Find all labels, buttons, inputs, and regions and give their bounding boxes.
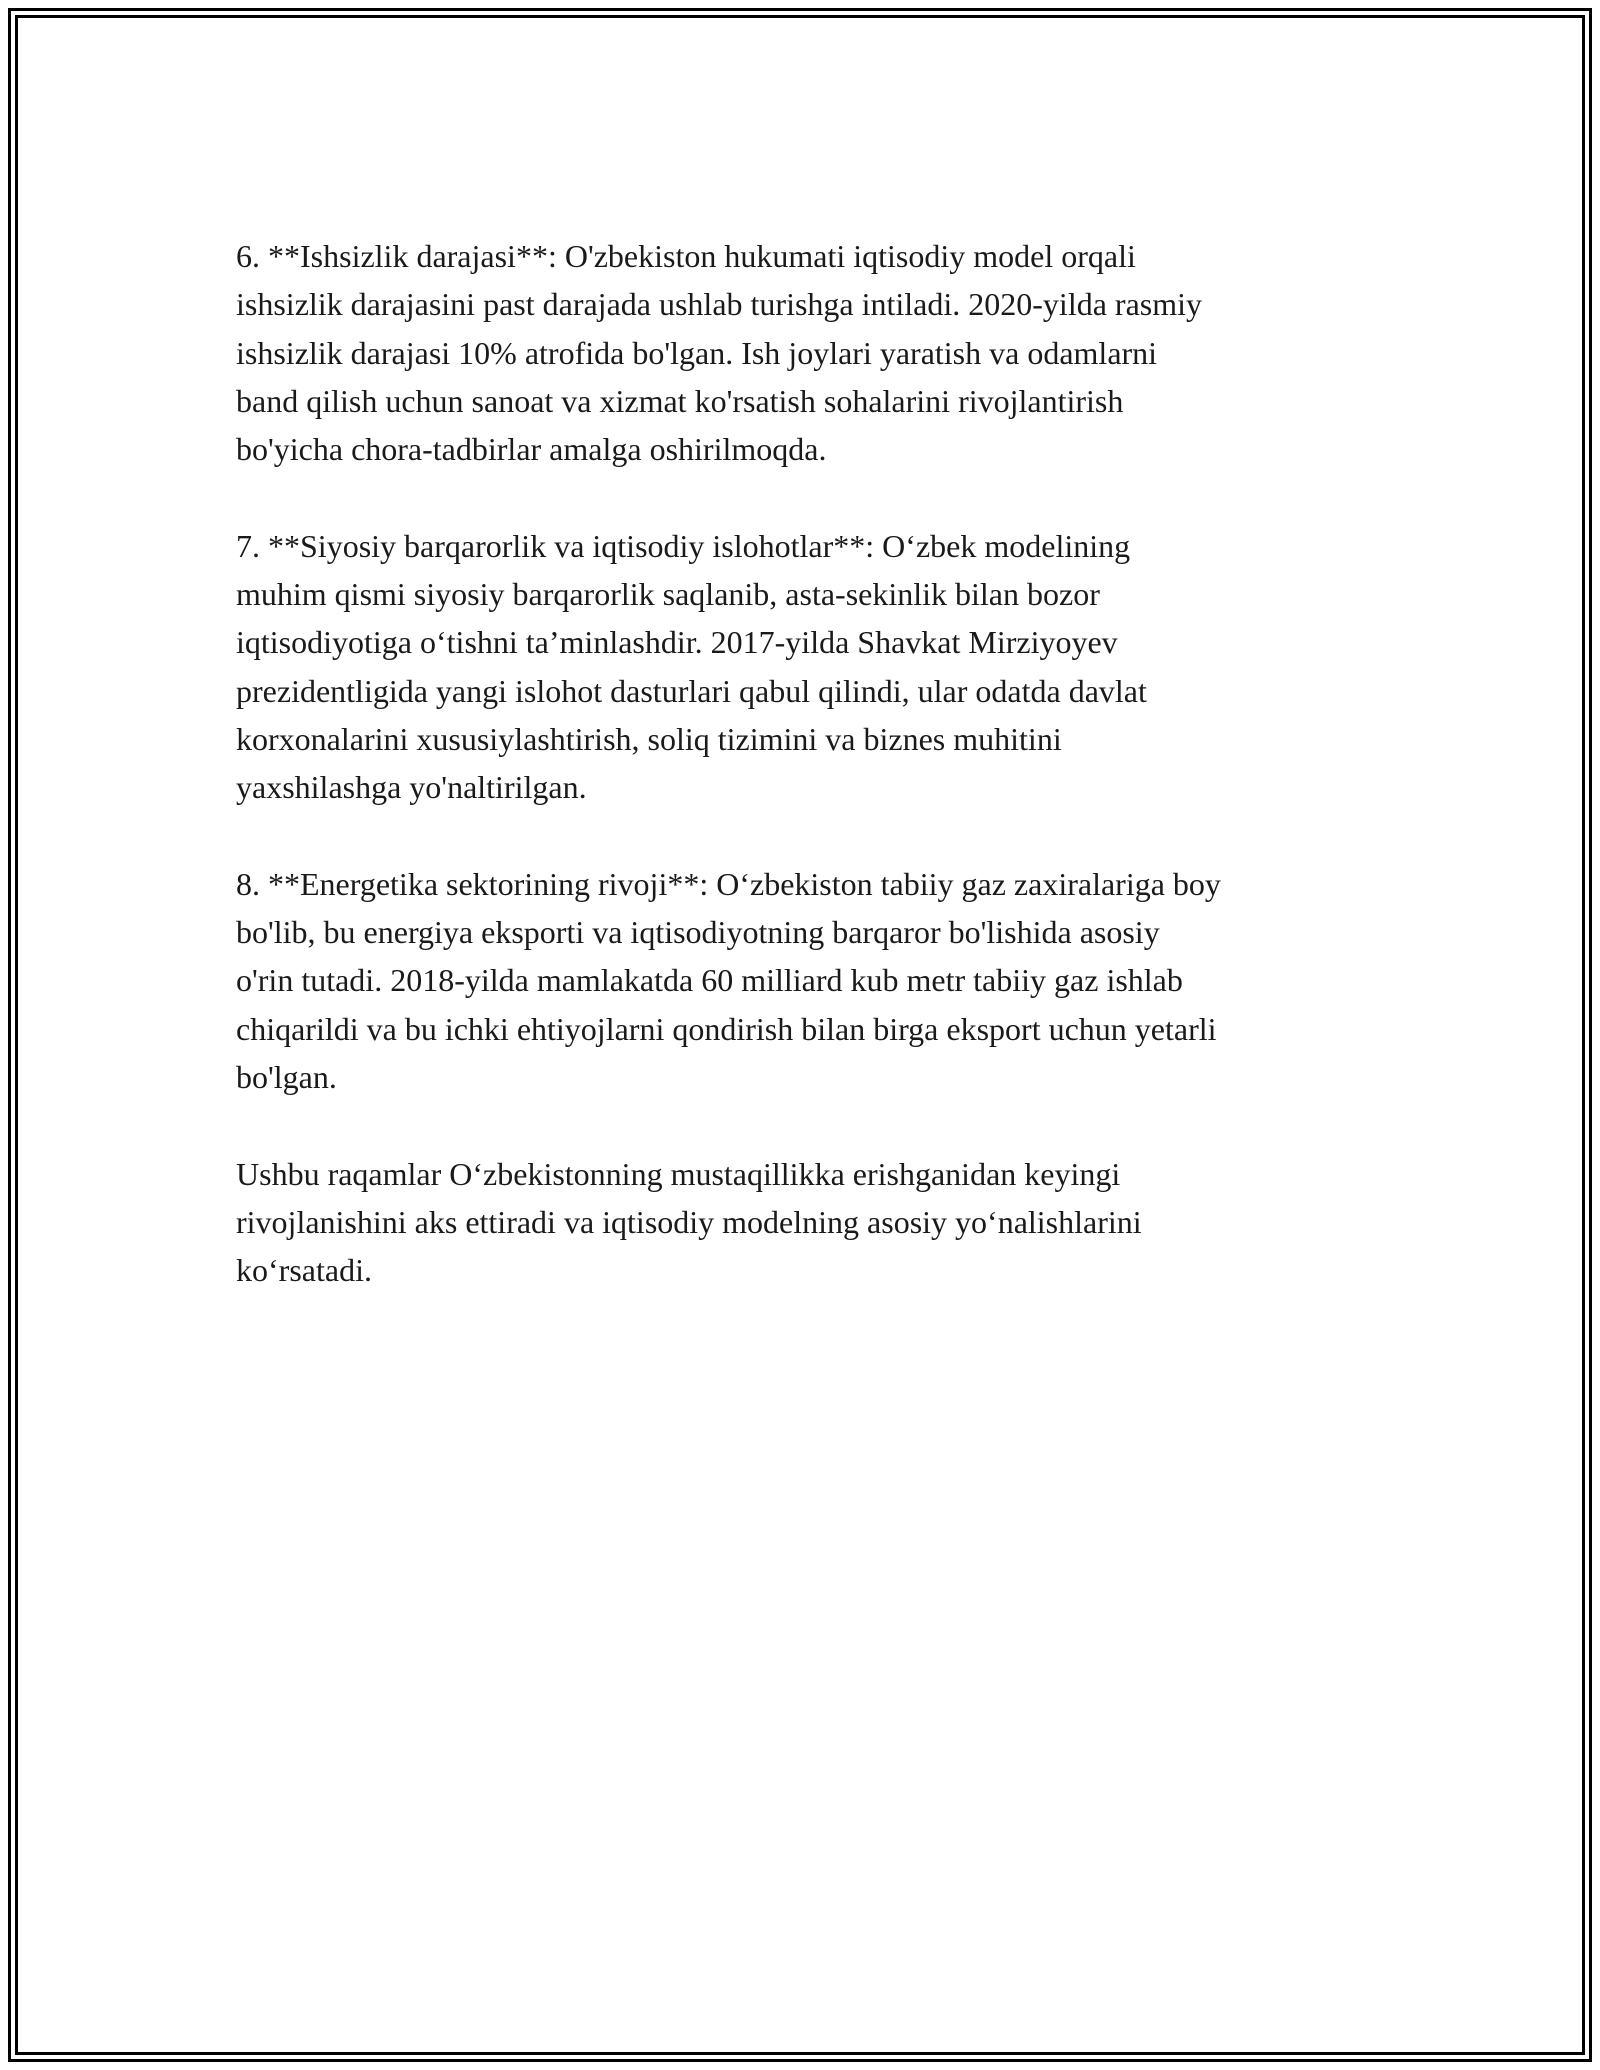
paragraph-conclusion: Ushbu raqamlar O‘zbekistonning mustaqillikka erishganidan keyingi rivojlanishini aks ettiradi va iqtisodiy modelning asosiy yo‘nalishlarini ko‘rsatadi. [236,1155,1142,1289]
paragraph-political-stability: 7. **Siyosiy barqarorlik va iqtisodiy islohotlar**: O‘zbek modelining muhim qismi siyosiy barqarorlik saqlanib, asta-sekinlik bilan bozor iqtisodiyotiga o‘tishni ta’minlashdir. 2017-yilda Shavkat Mirziyoyev prezidentligida yangi islohot dasturlari qabul qilindi, ular odatda davlat korxonalarini xususiylashtirish, soliq tizimini va biznes muhitini yaxshilashga yo'naltirilgan. [236,527,1147,806]
document-body [236,232,1381,1343]
paragraph-energy-sector: 8. **Energetika sektorining rivoji**: O‘zbekiston tabiiy gaz zaxiralariga boy bo'lib, bu energiya eksporti va iqtisodiyotning barqaror bo'lishida asosiy o'rin tutadi. 2018-yilda mamlakatda 60 milliard kub metr tabiiy gaz ishlab chiqarildi va bu ichki ehtiyojlarni qondirish bilan birga eksport uchun yetarli bo'lgan. [236,865,1221,1096]
paragraph-unemployment: 6. **Ishsizlik darajasi**: O'zbekiston hukumati iqtisodiy model orqali ishsizlik darajasini past darajada ushlab turishga intiladi. 2020-yilda rasmiy ishsizlik darajasi 10% atrofida bo'lgan. Ish joylari yaratish va odamlarni band qilish uchun sanoat va xizmat ko'rsatish sohalarini rivojlantirish bo'yicha chora-tadbirlar amalga oshirilmoqda. [236,238,1202,468]
